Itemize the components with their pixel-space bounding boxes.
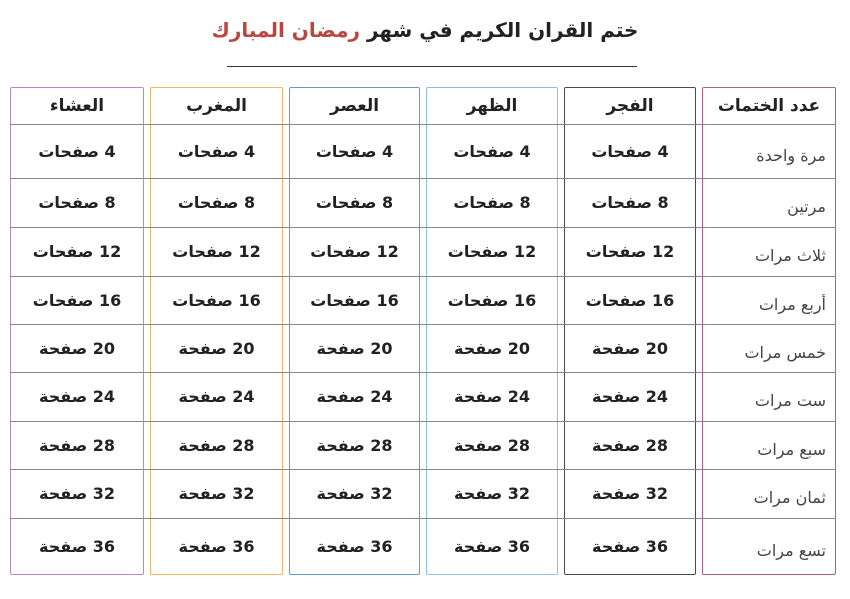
cell-pages-fajr: 24 صفحة — [591, 387, 669, 406]
cell-pages-isha: 4 صفحات — [38, 141, 116, 161]
cell-pages-maghrib: 24 صفحة — [178, 387, 255, 406]
cell-pages-maghrib: 36 صفحة — [178, 537, 255, 556]
cell-pages-dhuhr: 16 صفحات — [447, 290, 537, 310]
cell-pages-fajr: 16 صفحات — [585, 290, 675, 310]
cell-pages-dhuhr: 32 صفحة — [453, 484, 531, 503]
cell-pages-isha: 24 صفحة — [38, 387, 116, 406]
title-underline — [227, 66, 637, 67]
column-header-dhuhr: الظهر — [466, 95, 518, 116]
cell-pages-isha: 12 صفحات — [32, 242, 122, 261]
cell-pages-asr: 16 صفحات — [310, 290, 399, 310]
row-count-label: ثمان مرات — [753, 488, 826, 507]
cell-pages-isha: 20 صفحة — [38, 338, 116, 358]
cell-pages-dhuhr: 24 صفحة — [453, 387, 531, 406]
cell-pages-asr: 32 صفحة — [316, 484, 393, 503]
cell-pages-isha: 28 صفحة — [38, 435, 116, 455]
cell-pages-asr: 36 صفحة — [316, 537, 393, 556]
cell-pages-fajr: 8 صفحات — [591, 193, 669, 212]
row-count-label: مرة واحدة — [756, 145, 826, 165]
cell-pages-asr: 28 صفحة — [316, 435, 393, 455]
row-count-label: مرتين — [787, 197, 826, 216]
cell-pages-maghrib: 8 صفحات — [177, 193, 256, 212]
cell-pages-asr: 4 صفحات — [315, 141, 394, 161]
row-count-label: تسع مرات — [756, 541, 826, 560]
cell-pages-dhuhr: 8 صفحات — [453, 193, 531, 212]
column-header-count: عدد الختمات — [717, 95, 821, 116]
column-header-asr: العصر — [329, 95, 380, 116]
cell-pages-fajr: 32 صفحة — [591, 484, 669, 503]
column-header-isha: العشاء — [49, 95, 105, 116]
cell-pages-maghrib: 20 صفحة — [178, 338, 255, 358]
cell-pages-dhuhr: 28 صفحة — [453, 435, 531, 455]
cell-pages-isha: 8 صفحات — [38, 193, 116, 212]
cell-pages-isha: 32 صفحة — [38, 484, 116, 503]
cell-pages-maghrib: 4 صفحات — [177, 141, 256, 161]
title-accent: رمضان المبارك — [211, 18, 360, 42]
cell-pages-dhuhr: 4 صفحات — [453, 141, 531, 161]
column-header-fajr: الفجر — [606, 95, 654, 116]
row-count-label: أربع مرات — [758, 294, 826, 314]
row-count-label: سبع مرات — [757, 439, 826, 459]
cell-pages-dhuhr: 20 صفحة — [453, 338, 531, 358]
cell-pages-asr: 8 صفحات — [315, 193, 394, 212]
cell-pages-dhuhr: 12 صفحات — [447, 242, 537, 261]
cell-pages-isha: 16 صفحات — [32, 290, 122, 310]
cell-pages-fajr: 20 صفحة — [591, 338, 669, 358]
cell-pages-fajr: 28 صفحة — [591, 435, 669, 455]
title-main: ختم القران الكريم في شهر — [366, 18, 639, 42]
cell-pages-fajr: 4 صفحات — [591, 141, 669, 161]
cell-pages-maghrib: 16 صفحات — [172, 290, 261, 310]
cell-pages-fajr: 36 صفحة — [591, 537, 669, 556]
row-count-label: خمس مرات — [744, 342, 826, 362]
cell-pages-isha: 36 صفحة — [38, 537, 116, 556]
cell-pages-asr: 24 صفحة — [316, 387, 393, 406]
cell-pages-fajr: 12 صفحات — [585, 242, 675, 261]
row-count-label: ثلاث مرات — [754, 246, 826, 265]
page-title — [0, 18, 850, 42]
cell-pages-maghrib: 12 صفحات — [172, 242, 261, 261]
cell-pages-asr: 12 صفحات — [310, 242, 399, 261]
cell-pages-asr: 20 صفحة — [316, 338, 393, 358]
column-header-maghrib: المغرب — [186, 95, 247, 116]
cell-pages-maghrib: 28 صفحة — [178, 435, 255, 455]
cell-pages-maghrib: 32 صفحة — [178, 484, 255, 503]
row-count-label: ست مرات — [754, 391, 826, 410]
cell-pages-dhuhr: 36 صفحة — [453, 537, 531, 556]
